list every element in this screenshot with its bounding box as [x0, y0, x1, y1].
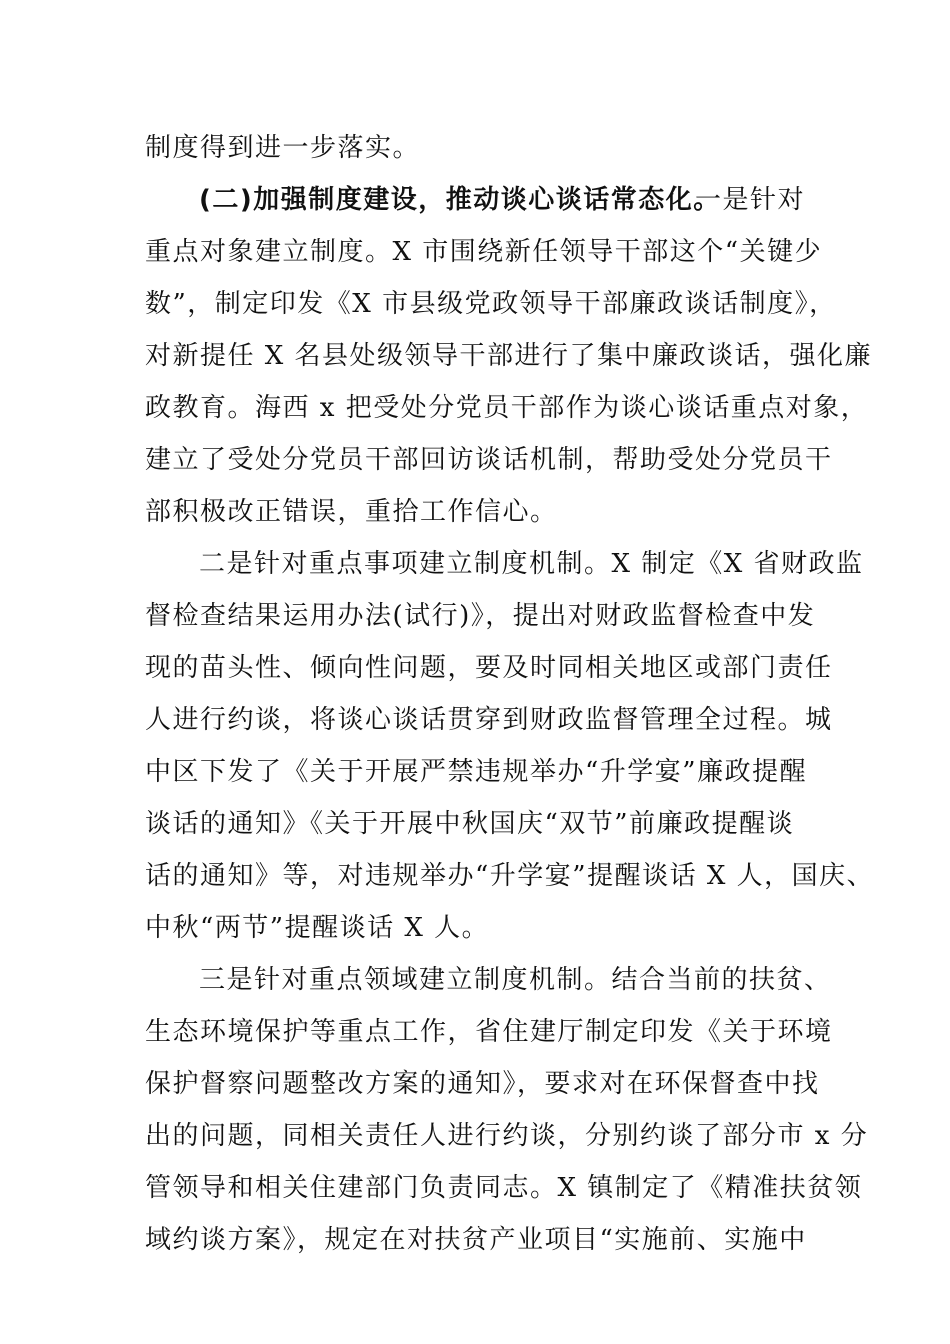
paragraph-first-line: 二是针对重点事项建立制度机制。X 制定《X 省财政监 — [199, 549, 864, 579]
text-line: 制度得到进一步落实。 — [145, 133, 421, 163]
text-line: 重点对象建立制度。X 市围绕新任领导干部这个“关键少 — [145, 237, 823, 267]
text-line: 政教育。海西 x 把受处分党员干部作为谈心谈话重点对象， — [145, 393, 869, 423]
text-line: 话的通知》等，对违规举办“升学宴”提醒谈话 X 人，国庆、 — [145, 861, 875, 891]
text-line: 对新提任 X 名县处级领导干部进行了集中廉政谈话，强化廉 — [145, 341, 873, 371]
text-line: 人进行约谈，将谈心谈话贯穿到财政监督管理全过程。城 — [145, 705, 833, 735]
text-line: 部积极改正错误，重拾工作信心。 — [145, 497, 558, 527]
section-heading: (二)加强制度建设，推动谈心谈话常态化。 — [199, 185, 721, 215]
text-line: 数”，制定印发《X 市县级党政领导干部廉政谈话制度》， — [145, 289, 837, 319]
text-line: 现的苗头性、倾向性问题，要及时同相关地区或部门责任 — [145, 653, 833, 683]
text-line: 管领导和相关住建部门负责同志。X 镇制定了《精准扶贫领 — [145, 1173, 863, 1203]
text-line: 中区下发了《关于开展严禁违规举办“升学宴”廉政提醒 — [145, 757, 808, 787]
text-line: 谈话的通知》《关于开展中秋国庆“双节”前廉政提醒谈 — [145, 809, 795, 839]
paragraph-first-line: 三是针对重点领域建立制度机制。结合当前的扶贫、 — [199, 965, 832, 995]
text-line: 督检查结果运用办法(试行)》，提出对财政监督检查中发 — [145, 601, 816, 631]
text-line: 建立了受处分党员干部回访谈话机制，帮助受处分党员干 — [145, 445, 833, 475]
text-line: 中秋“两节”提醒谈话 X 人。 — [145, 913, 490, 943]
text-line: 域约谈方案》，规定在对扶贫产业项目“实施前、实施中 — [145, 1225, 807, 1255]
text-line: 生态环境保护等重点工作，省住建厅制定印发《关于环境 — [145, 1017, 833, 1047]
text-line: 出的问题，同相关责任人进行约谈，分别约谈了部分市 x 分 — [145, 1121, 869, 1151]
text-line: 保护督察问题整改方案的通知》，要求对在环保督查中找 — [145, 1069, 820, 1099]
text-line: 一是针对 — [695, 185, 806, 215]
